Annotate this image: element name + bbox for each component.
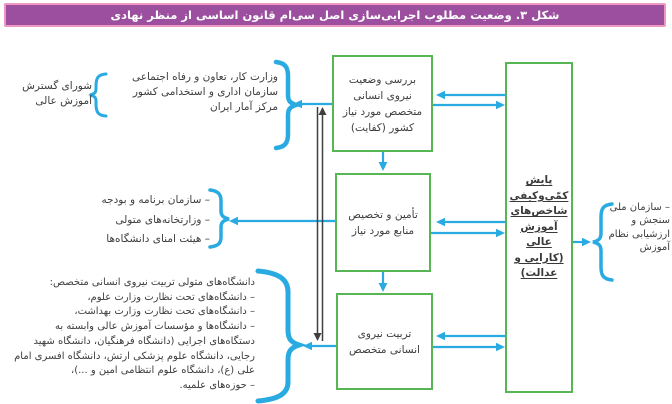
ministries-list [108,70,278,116]
process-box-training [336,293,433,390]
list-item: سازمان اداری و استخدامی کشور [132,86,278,99]
list-item: – دانشگاه‌ها و مؤسسات آموزش عالی وابسته به دستگاه‌های اجرایی (دانشگاه فرهنگیان، دانشگاه شهید رجایی، دانشگاه علوم پزشکی ارتش، دانشگاه افسری امام علی (ع)، دانشگاه علوم انتظامی امین و ...)، [14,321,255,377]
council-label: شورای گسترش آموزش عالی [22,80,92,107]
list-item: وزارت کار، تعاون و رفاه اجتماعی [131,71,278,83]
arrowhead-right-icon [496,343,505,351]
figure-header [4,3,666,27]
arrowhead-left-icon [293,100,302,108]
process-box-resources [335,173,431,272]
arrowhead-right-icon [582,238,591,246]
list-item: – دانشگاه‌های تحت نظارت وزارت علوم، [87,291,255,303]
list-item: – دانشگاه‌های تحت نظارت وزارت بهداشت، [74,306,255,318]
arrowhead-down-icon [314,333,322,341]
process-box-assessment-label: بررسی وضعیت نیروی انسانی متخصص مورد نیاز کشور (کفایت) [342,73,423,134]
process-box-resources-label: تأمین و تخصیص منابع مورد نیاز [348,208,418,237]
assessment-org-label: – سازمان ملی سنجش و ارزشیابی نظام آموزش [608,202,670,254]
funding-bodies-list [62,191,210,250]
arrowhead-left-icon [229,217,238,225]
figure-title: شکل ۳. وضعیت مطلوب اجرایی‌سازی اصل سی‌ام قانون اساسی از منظر نهادی [110,8,560,22]
brace-funding-icon [210,190,229,247]
arrowhead-left-icon [303,342,312,350]
brace-ministries-icon [276,62,296,148]
arrowhead-down-icon [379,162,388,171]
process-box-assessment [332,55,433,152]
brace-council-icon [90,74,106,116]
monitoring-box-label: پایش کمّی‌وکیفی شاخص‌های آموزش عالی (کارایی و عدالت) [509,174,569,280]
arrowhead-left-icon [436,91,445,99]
list-item: – سازمان برنامه و بودجه [101,194,210,206]
list-item: – هیئت امنای دانشگاه‌ها [106,233,210,245]
arrowhead-right-icon [496,101,505,109]
universities-heading: دانشگاه‌های متولی تربیت نیروی انسانی متخصص: [49,277,255,288]
list-item: – وزارتخانه‌های متولی [115,213,210,226]
arrowhead-left-icon [436,332,445,340]
arrowhead-up-icon [319,107,327,115]
arrowhead-right-icon [496,229,505,237]
list-item: – حوزه‌های علمیه. [179,379,255,391]
list-item: مرکز آمار ایران [210,101,278,114]
arrowhead-left-icon [436,218,445,226]
arrowhead-down-icon [379,283,388,292]
process-box-training-label: تربیت نیروی انسانی متخصص [349,327,420,356]
brace-universities-icon [258,271,299,401]
monitoring-box [505,62,573,393]
universities-list [8,276,255,394]
